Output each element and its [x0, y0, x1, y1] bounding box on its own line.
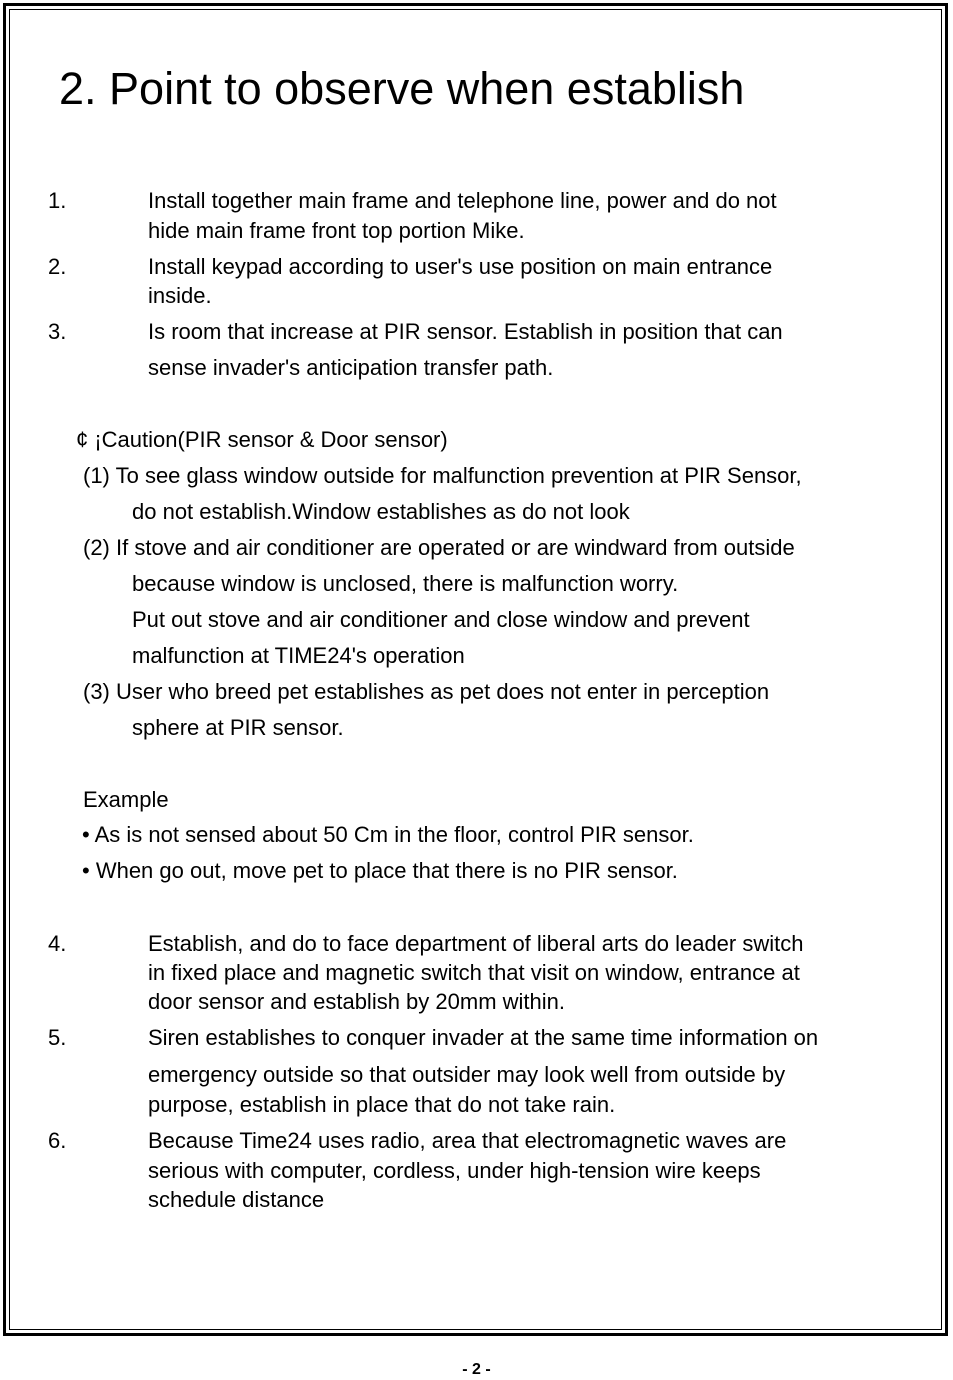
item-line: purpose, establish in place that do not take rain.: [148, 1092, 616, 1117]
item-line: Siren establishes to conquer invader at the same time information on: [148, 1025, 819, 1050]
item-line: Is room that increase at PIR sensor. Establish in position that can: [148, 319, 783, 344]
item-line: serious with computer, cordless, under high-tension wire keeps: [148, 1158, 761, 1183]
caution-point-3-line: (3) User who breed pet establishes as pet does not enter in perception: [83, 679, 770, 704]
item-line: emergency outside so that outsider may look well from outside by: [148, 1062, 786, 1087]
item-line: hide main frame front top portion Mike.: [148, 218, 525, 243]
example-bullet: • As is not sensed about 50 Cm in the floor, control PIR sensor.: [82, 822, 694, 847]
item-line: in fixed place and magnetic switch that visit on window, entrance at: [148, 960, 800, 985]
item-number: 5.: [48, 1025, 67, 1050]
item-number: 6.: [48, 1128, 67, 1153]
item-line: schedule distance: [148, 1187, 325, 1212]
caution-point-3-line: sphere at PIR sensor.: [132, 715, 344, 740]
caution-heading: ¢ ¡Caution(PIR sensor & Door sensor): [76, 427, 448, 452]
item-line: inside.: [148, 283, 212, 308]
item-line: Install together main frame and telephone line, power and do not: [148, 188, 777, 213]
page-number: - 2 -: [462, 1361, 491, 1378]
caution-point-2-line: malfunction at TIME24's operation: [132, 643, 465, 668]
page-title: 2. Point to observe when establish: [59, 63, 745, 114]
item-number: 2.: [48, 254, 67, 279]
item-line: sense invader's anticipation transfer path.: [148, 355, 554, 380]
item-line: Because Time24 uses radio, area that electromagnetic waves are: [148, 1128, 787, 1153]
caution-point-1-line: (1) To see glass window outside for malfunction prevention at PIR Sensor,: [83, 463, 802, 488]
item-number: 4.: [48, 931, 67, 956]
example-heading: Example: [83, 787, 169, 812]
caution-point-2-line: (2) If stove and air conditioner are operated or are windward from outside: [83, 535, 795, 560]
item-line: Install keypad according to user's use position on main entrance: [148, 254, 773, 279]
caution-point-1-line: do not establish.Window establishes as do not look: [132, 499, 630, 524]
caution-point-2-line: Put out stove and air conditioner and close window and prevent: [132, 607, 750, 632]
item-line: Establish, and do to face department of liberal arts do leader switch: [148, 931, 804, 956]
item-number: 3.: [48, 319, 67, 344]
item-number: 1.: [48, 188, 67, 213]
example-bullet: • When go out, move pet to place that there is no PIR sensor.: [82, 858, 678, 883]
caution-point-2-line: because window is unclosed, there is malfunction worry.: [132, 571, 679, 596]
item-line: door sensor and establish by 20mm within.: [148, 989, 565, 1014]
